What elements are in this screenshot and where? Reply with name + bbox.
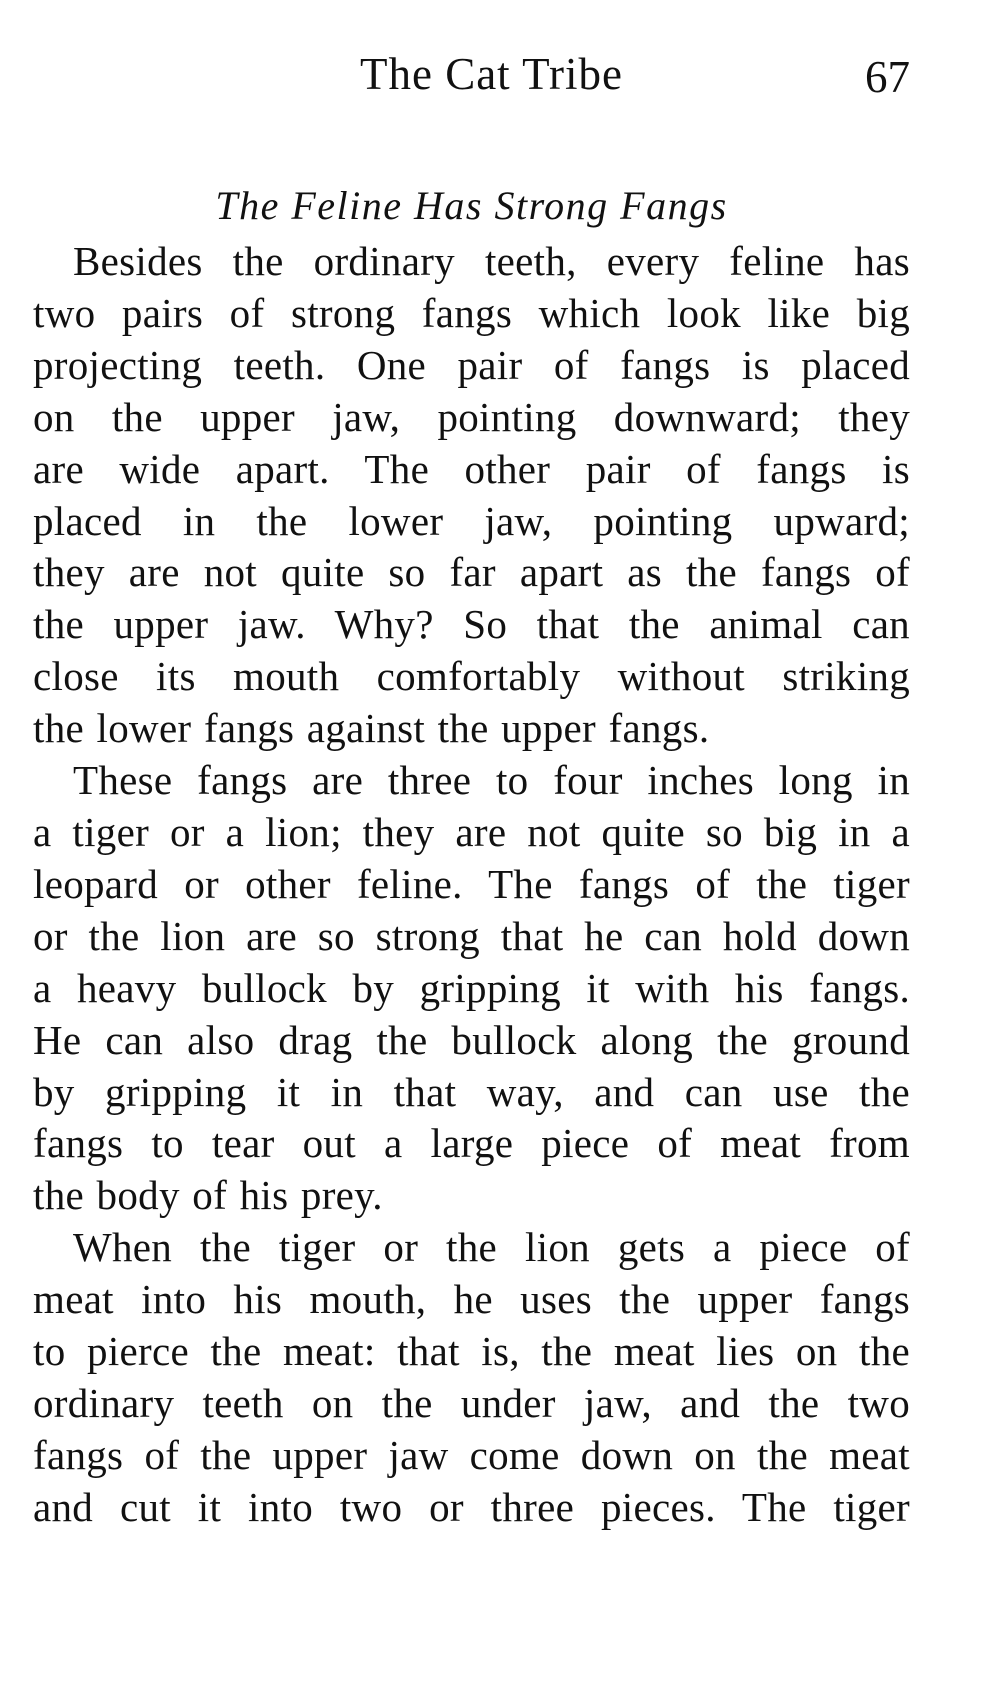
text-line: projecting teeth. One pair of fangs is placed [33, 341, 910, 388]
running-title: The Cat Tribe [359, 49, 623, 99]
paragraph-3 [33, 1222, 910, 1533]
text-line: fangs of the upper jaw come down on the meat [33, 1431, 910, 1478]
text-line: to pierce the meat: that is, the meat lies on the [33, 1328, 910, 1375]
text-line: a tiger or a lion; they are not quite so big in a [33, 808, 910, 855]
text-line: and cut it into two or three pieces. The tiger [33, 1483, 910, 1530]
book-page [33, 0, 910, 1534]
paragraph-1 [33, 236, 910, 755]
text-line: or the lion are so strong that he can hold down [33, 912, 910, 959]
text-line: the upper jaw. Why? So that the animal can [33, 601, 910, 648]
text-line: meat into his mouth, he uses the upper fangs [33, 1276, 910, 1323]
text-line: are wide apart. The other pair of fangs is [33, 445, 910, 492]
text-line: the body of his prey. [33, 1172, 383, 1219]
text-line: These fangs are three to four inches long in [73, 757, 910, 804]
paragraph-2 [33, 755, 910, 1222]
text-line: placed in the lower jaw, pointing upward; [33, 497, 910, 544]
text-line: leopard or other feline. The fangs of the tiger [33, 860, 910, 907]
text-line: He can also drag the bullock along the ground [33, 1016, 910, 1063]
body-text [33, 236, 910, 1534]
text-line: on the upper jaw, pointing downward; they [33, 393, 910, 440]
text-line: a heavy bullock by gripping it with his fangs. [33, 964, 910, 1011]
text-line: ordinary teeth on the under jaw, and the two [33, 1379, 910, 1426]
section-heading: The Feline Has Strong Fangs [215, 183, 728, 228]
text-line: by gripping it in that way, and can use the [33, 1068, 910, 1115]
text-line: fangs to tear out a large piece of meat from [33, 1120, 910, 1167]
text-line: two pairs of strong fangs which look like big [33, 289, 910, 336]
text-line: they are not quite so far apart as the fangs of [33, 549, 910, 596]
text-line: Besides the ordinary teeth, every feline has [73, 238, 910, 284]
page-number: 67 [865, 52, 910, 102]
running-head [33, 0, 910, 120]
text-line: When the tiger or the lion gets a piece of [73, 1224, 910, 1271]
text-line: the lower fangs against the upper fangs. [33, 705, 710, 752]
text-line: close its mouth comfortably without striking [33, 653, 910, 700]
